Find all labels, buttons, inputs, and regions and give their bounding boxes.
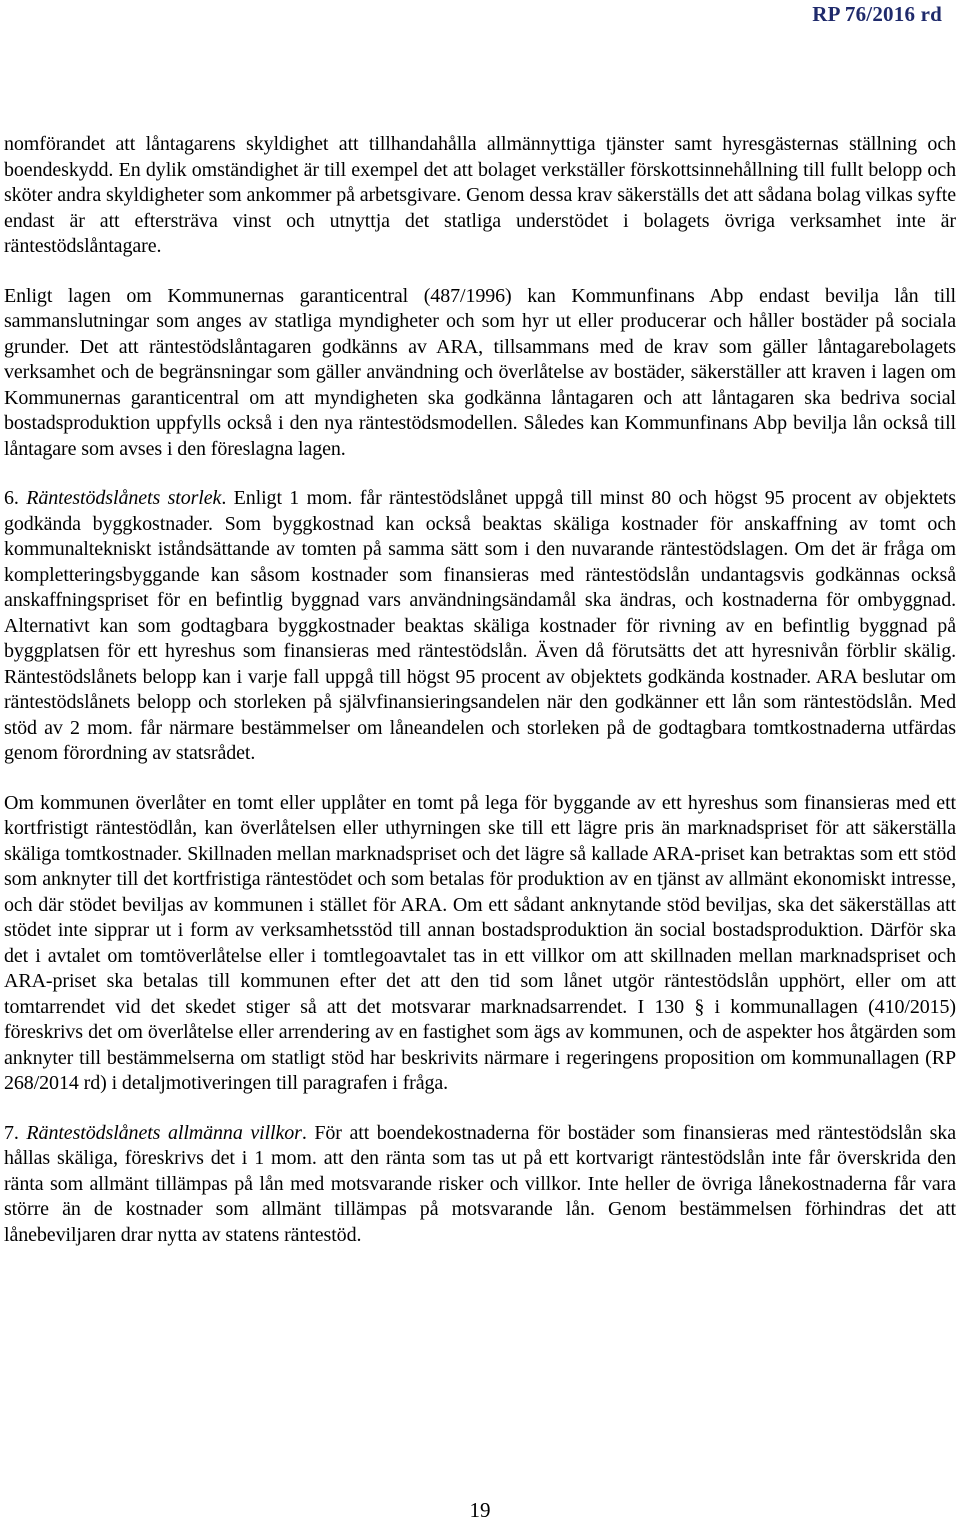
section-title: Räntestödslånets storlek bbox=[26, 487, 222, 509]
document-id-header: RP 76/2016 rd bbox=[812, 2, 942, 26]
paragraph-kommunfinans: Enligt lagen om Kommunernas garanticentral (487/1996) kan Kommunfinans Abp endast bevilja lån till sammanslutningar som anges av statliga myndigheter och som hyr ut eller producerar och håller bostäder på sociala grunder. Det att räntestödslåntagaren godkänns av ARA, tillsammans med de krav som gäller låntagarebolagets verksamhet och de begränsningar som gäller användning och överlåtelse av bostäder, säkerställer att kraven i lagen om Kommunernas garanticentral om att myndigheten ska godkänna låntagaren och att låntagaren ska bedriva social bostadsproduktion uppfylls också i den nya räntestödsmodellen. Således kan Kommunfinans Abp bevilja lån också till låntagare som avses i den föreslagna lagen. bbox=[4, 284, 956, 460]
paragraph-continuation: nomförandet att låntagarens skyldighet att tillhandahålla allmännyttiga tjänster samt hyresgästernas ställning och boendeskydd. En dylik omständighet är till exempel det att bolaget verkställer förskottsinnehållning till fullt belopp och sköter andra skyldigheter som ankommer på arbetsgivare. Genom dessa krav säkerställs det att sådana bolag vilkas syfte endast är att eftersträva vinst och utnyttja det statliga understödet i bolagets övriga verksamhet inte är räntestödslåntagare. bbox=[4, 133, 956, 257]
section-separator: . bbox=[13, 487, 27, 509]
page-number: 19 bbox=[469, 1498, 491, 1522]
document-body bbox=[4, 132, 956, 1248]
section-body: . Enligt 1 mom. får räntestödslånet uppgå till minst 80 och högst 95 procent av objektets godkända byggkostnader. Som byggkostnad kan också beaktas skäliga kostnader för anskaffning av tomt och kommunaltekniskt iståndsättande av tomten på samma sätt som i den nuvarande räntestödslagen. Om det är fråga om kompletteringsbyggande kan såsom kostnader som finansieras med räntestödslån undantagsvis godkännas också anskaffningspriset för en befintlig byggnad vars användningsändamål ska ändras, och kostnaderna för ombyggnad. Alternativt kan som godtagbara byggkostnader beaktas skäliga kostnader för rivning av en befintlig byggnad på byggplatsen för ett hyreshus som finansieras med räntestödslån. Även då förutsätts det att hyresnivån förblir skälig. Räntestödslånets belopp kan i varje fall uppgå till högst 95 procent av objektets godkända kostnader. ARA beslutar om räntestödslånets belopp och storleken på självfinansieringsandelen när den godkänner ett lån som räntestödslån. Med stöd av 2 mom. får närmare bestämmelser om låneandelen och storleken på de godtagbara tomtkostnaderna utfärdas genom förordning av statsrådet. bbox=[4, 487, 956, 764]
section-body: . För att boendekostnaderna för bostäder som finansieras med räntestödslån ska hållas skäliga, föreskrivs det i 1 mom. att den ränta som tas ut på ett kortvarigt räntestödslån inte får överskrida den ränta som allmänt tillämpas på lån med motsvarande risker och villkor. Inte heller de övriga lånekostnaderna får vara större än de kostnader som allmänt tillämpas på motsvarande lån. Genom bestämmelsen förhindras det att lånebeviljaren drar nytta av statens räntestöd. bbox=[4, 1121, 956, 1246]
paragraph-section-7 bbox=[4, 1121, 956, 1249]
paragraph-section-6 bbox=[4, 486, 956, 767]
section-title: Räntestödslånets allmänna villkor bbox=[26, 1121, 302, 1144]
section-separator: . bbox=[13, 1121, 27, 1144]
section-number: 7 bbox=[4, 1121, 14, 1144]
paragraph-tomt: Om kommunen överlåter en tomt eller upplåter en tomt på lega för byggande av ett hyreshus som finansieras med ett kortfristigt räntestödlån, kan överlåtelsen eller uthyrningen ske till ett lägre pris än marknadspriset för att säkerställa skäliga tomtkostnader. Skillnaden mellan marknadspriset och det lägre så kallade ARA-priset kan betraktas som ett stöd som anknyter till det kortfristiga räntestödet och som betalas för produktion av en tjänst av allmänt ekonomiskt intresse, och där stödet beviljas av kommunen i stället för ARA. Om ett sådant anknytande stöd beviljas, ska det säkerställas att stödet inte sipprar ut i form av verksamhetsstöd till annan bostadsproduktion än social bostadsproduktion. Därför ska det i avtalet om tomtöverlåtelse eller i tomtlegoavtalet tas in ett villkor om att skillnaden mellan marknadspriset och ARA-priset ska betalas till kommunen efter det att den tid som lånet utgör räntestödslån upphört, eller om att tomtarrendet vid det skedet stiger så att det motsvarar marknadsarrendet. I 130 § i kommunallagen (410/2015) föreskrivs det om överlåtelse eller arrendering av en fastighet som ägs av kommunen, och de aspekter hos åtgärden som anknyter till bestämmelserna om statligt stöd har beskrivits närmare i regeringens proposition om kommunallagen (RP 268/2014 rd) i detaljmotiveringen till paragrafen i fråga. bbox=[4, 791, 956, 1094]
section-number: 6 bbox=[4, 487, 14, 509]
